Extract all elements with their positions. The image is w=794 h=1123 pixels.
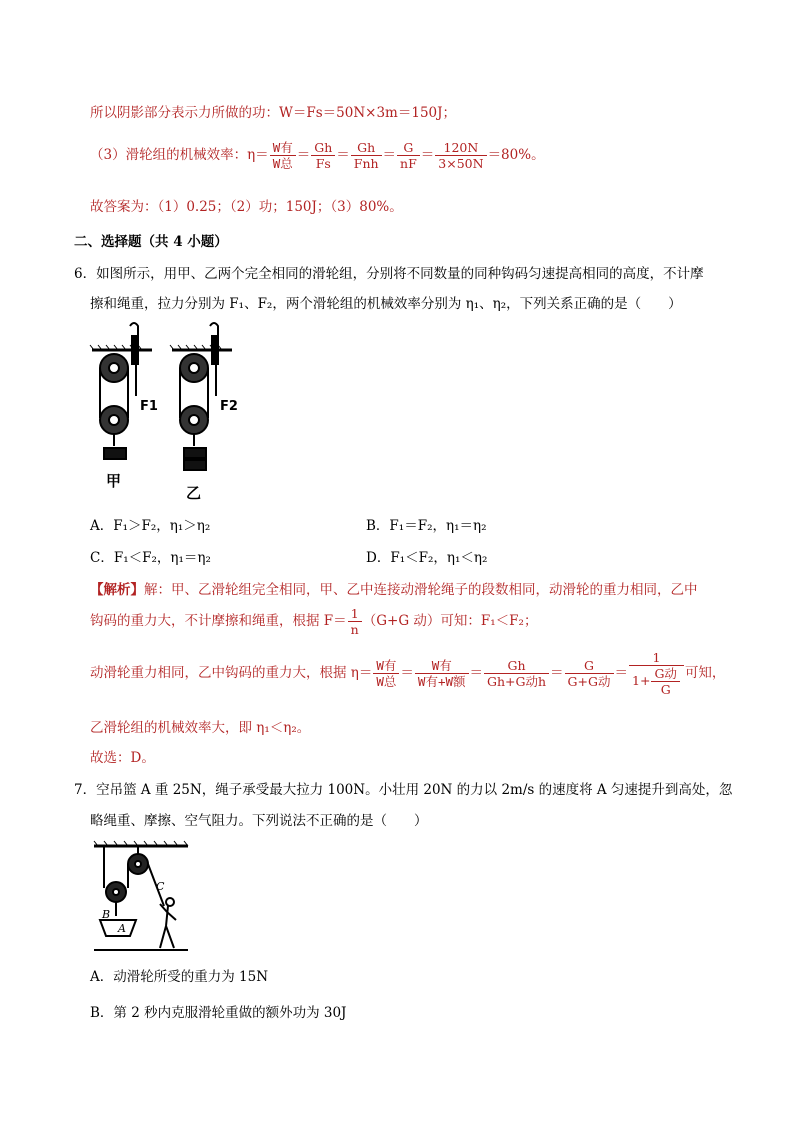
q7-option-a: A．动滑轮所受的重力为 15N <box>90 969 269 985</box>
pulley-figure-q7 <box>92 840 192 958</box>
question-6-line1: 6．如图所示，用甲、乙两个完全相同的滑轮组，分别将不同数量的同种钩码匀速提高相同的高度，不计摩 <box>74 266 704 282</box>
analysis-tag: 【解析】 <box>90 582 144 598</box>
fraction: $\frac{G}{\text{G+G动}}$ <box>565 658 614 689</box>
q7-option-b: B．第 2 秒内克服滑轮重做的额外功为 30J <box>90 1005 347 1021</box>
question-7-line2: 略绳重、摩擦、空气阻力。下列说法不正确的是（ ） <box>90 813 428 829</box>
label-c: C <box>156 880 165 893</box>
fraction: $\frac{\text{W有}}{\text{W总}}$ <box>373 658 399 689</box>
fraction: 1 1+ $\frac{\text{G动}}{G}$ <box>629 650 684 697</box>
label-b: B <box>102 908 111 921</box>
efficiency-prefix: （3）滑轮组的机械效率：η＝ <box>90 147 269 163</box>
pulley-system-jia <box>90 323 152 459</box>
solution-line-efficiency: （3）滑轮组的机械效率：η＝ $\frac{\text{W有}}{\text{W总}}$ ＝ $\frac{Gh}{Fs}$ ＝ $\frac{Gh}{\text{Fnh}}$ ＝ $\frac{G}{nF}$ ＝ $\frac{120N}{3\times 50N}$ ＝80%。 <box>90 140 545 171</box>
option-a: A．F₁＞F₂，η₁＞η₂ <box>90 518 211 534</box>
pulley-figure-q6 <box>88 318 238 508</box>
fraction: $\frac{G}{nF}$ <box>397 140 420 171</box>
analysis-line4: 乙滑轮组的机械效率大，即 η₁＜η₂。 <box>90 720 311 736</box>
fraction: $\frac{\text{G动}}{G}$ <box>651 666 680 697</box>
fraction: $\frac{120N}{3\times 50N}$ <box>435 140 486 171</box>
fraction: $\frac{\text{W有}}{\text{W总}}$ <box>270 140 296 171</box>
solution-line-work: 所以阴影部分表示力所做的功：W＝Fs＝50N×3m＝150J； <box>90 105 457 121</box>
pulley-system-yi <box>170 323 232 470</box>
fraction: $\frac{1}{n}$ <box>348 606 362 637</box>
question-7-line1: 7．空吊篮 A 重 25N，绳子承受最大拉力 100N。小壮用 20N 的力以 2m/s 的速度将 A 匀速提升到高处，忽 <box>74 782 733 798</box>
fraction: $\frac{Gh}{Fs}$ <box>311 140 335 171</box>
analysis-line2: 钩码的重力大，不计摩擦和绳重，根据 F＝ $\frac{1}{n}$ （G+G 动）可知：F₁＜F₂； <box>90 606 538 637</box>
label-a: A <box>118 922 126 935</box>
question-6-line2: 擦和绳重，拉力分别为 F₁、F₂，两个滑轮组的机械效率分别为 η₁、η₂，下列关系正确的是（ ） <box>90 296 682 312</box>
answer-line: 故答案为：（1）0.25；（2）功；150J；（3）80%。 <box>90 199 403 215</box>
section-heading: 二、选择题（共 4 小题） <box>74 234 228 250</box>
option-c: C．F₁＜F₂，η₁＝η₂ <box>90 550 211 566</box>
option-d: D．F₁＜F₂，η₁＜η₂ <box>366 550 488 566</box>
force-label-f1: F1 <box>140 399 158 414</box>
force-label-f2: F2 <box>220 399 238 414</box>
fraction: $\frac{\text{W有}}{\text{W有+W额}}$ <box>415 658 469 689</box>
analysis-line3: 动滑轮重力相同，乙中钩码的重力大，根据 η＝ $\frac{\text{W有}}{\text{W总}}$ ＝ $\frac{\text{W有}}{\text{W有+W额}}$ ＝ $\frac{Gh}{\text{Gh+G动h}}$ ＝ $\frac{G}{\text{G+G动}}$ ＝ 1 1+ $\frac{\text{G动}}{G}$ 可知， <box>90 650 726 697</box>
analysis-line1: 【解析】解：甲、乙滑轮组完全相同，甲、乙中连接动滑轮绳子的段数相同，动滑轮的重力相同，乙中 <box>90 582 698 598</box>
option-b: B．F₁＝F₂，η₁＝η₂ <box>366 518 487 534</box>
label-jia: 甲 <box>106 472 122 490</box>
label-yi: 乙 <box>186 484 202 502</box>
analysis-answer: 故选：D。 <box>90 750 155 766</box>
fraction: $\frac{Gh}{\text{Fnh}}$ <box>351 140 382 171</box>
fraction: $\frac{Gh}{\text{Gh+G动h}}$ <box>484 658 549 689</box>
